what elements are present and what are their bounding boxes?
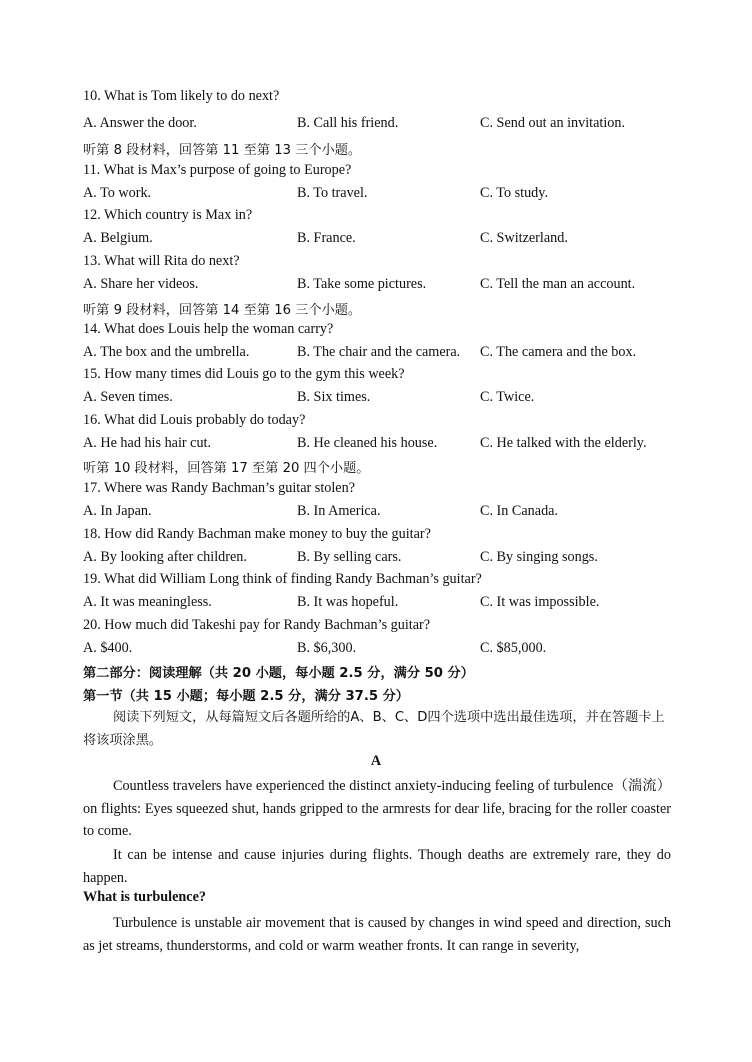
option-20-b: B. $6,300.	[297, 640, 357, 656]
options-15	[83, 389, 683, 409]
option-11-c: C. To study.	[480, 185, 548, 201]
option-12-b: B. France.	[297, 230, 356, 246]
option-19-c: C. It was impossible.	[480, 594, 600, 610]
option-17-b: B. In America.	[297, 503, 381, 519]
option-13-c: C. Tell the man an account.	[480, 276, 636, 292]
options-14	[83, 344, 683, 364]
options-10	[83, 115, 683, 135]
option-19-b: B. It was hopeful.	[297, 594, 399, 610]
question-16: 16. What did Louis probably do today?	[83, 412, 306, 428]
question-15: 15. How many times did Louis go to the gym this week?	[83, 366, 405, 382]
question-19: 19. What did William Long think of finding Randy Bachman’s guitar?	[83, 571, 482, 587]
option-17-a: A. In Japan.	[83, 503, 152, 519]
option-20-c: C. $85,000.	[480, 640, 547, 656]
option-14-c: C. The camera and the box.	[480, 344, 637, 360]
question-17: 17. Where was Randy Bachman’s guitar stolen?	[83, 480, 355, 496]
option-10-c: C. Send out an invitation.	[480, 115, 626, 131]
option-10-b: B. Call his friend.	[297, 115, 399, 131]
option-15-c: C. Twice.	[480, 389, 535, 405]
question-13: 13. What will Rita do next?	[83, 253, 240, 269]
options-12	[83, 230, 683, 250]
option-15-a: A. Seven times.	[83, 389, 173, 405]
question-18: 18. How did Randy Bachman make money to buy the guitar?	[83, 526, 431, 542]
section1-title: 第一节（共 15 小题；每小题 2.5 分，满分 37.5 分）	[83, 689, 409, 704]
option-18-b: B. By selling cars.	[297, 549, 402, 565]
options-19	[83, 594, 683, 614]
part2-title: 第二部分：阅读理解（共 20 小题，每小题 2.5 分，满分 50 分）	[83, 666, 474, 681]
option-16-b: B. He cleaned his house.	[297, 435, 438, 451]
options-18	[83, 549, 683, 569]
option-15-b: B. Six times.	[297, 389, 371, 405]
option-17-c: C. In Canada.	[480, 503, 559, 519]
options-13	[83, 276, 683, 296]
options-20	[83, 640, 683, 660]
option-11-b: B. To travel.	[297, 185, 368, 201]
option-19-a: A. It was meaningless.	[83, 594, 212, 610]
option-11-a: A. To work.	[83, 185, 152, 201]
options-11	[83, 185, 683, 205]
options-17	[83, 503, 683, 523]
option-13-a: A. Share her videos.	[83, 276, 199, 292]
option-14-b: B. The chair and the camera.	[297, 344, 461, 360]
passage-paragraph-1: Countless travelers have experienced the distinct anxiety-inducing feeling of turbulence（湍流） on flights: Eyes squeezed shut, hands gripped to the armrests for dear life, bracing for the roller coaster to come.	[83, 778, 671, 840]
question-12: 12. Which country is Max in?	[83, 207, 253, 223]
question-14: 14. What does Louis help the woman carry?	[83, 321, 334, 337]
option-10-a: A. Answer the door.	[83, 115, 197, 131]
passage-letter: A	[370, 753, 382, 769]
option-16-a: A. He had his hair cut.	[83, 435, 212, 451]
option-18-a: A. By looking after children.	[83, 549, 247, 565]
option-14-a: A. The box and the umbrella.	[83, 344, 250, 360]
option-13-b: B. Take some pictures.	[297, 276, 427, 292]
option-18-c: C. By singing songs.	[480, 549, 598, 565]
instruction-material-10: 听第 10 段材料，回答第 17 至第 20 四个小题。	[83, 461, 370, 476]
instruction-material-9: 听第 9 段材料，回答第 14 至第 16 三个小题。	[83, 303, 362, 318]
question-20: 20. How much did Takeshi pay for Randy Bachman’s guitar?	[83, 617, 431, 633]
reading-directions: 阅读下列短文，从每篇短文后各题所给的A、B、C、D四个选项中选出最佳选项，并在答题卡上将该项涂黑。	[83, 710, 665, 748]
passage-paragraph-3: Turbulence is unstable air movement that is caused by changes in wind speed and direction, such as jet streams, thunderstorms, and cold or warm weather fronts. It can range in severity,	[83, 915, 671, 954]
option-16-c: C. He talked with the elderly.	[480, 435, 647, 451]
passage-subheading: What is turbulence?	[83, 889, 206, 905]
option-20-a: A. $400.	[83, 640, 133, 656]
question-11: 11. What is Max’s purpose of going to Europe?	[83, 162, 352, 178]
question-10: 10. What is Tom likely to do next?	[83, 88, 280, 104]
option-12-c: C. Switzerland.	[480, 230, 568, 246]
options-16	[83, 435, 683, 455]
passage-paragraph-2: It can be intense and cause injuries during flights. Though deaths are extremely rare, they do happen.	[83, 847, 671, 886]
option-12-a: A. Belgium.	[83, 230, 153, 246]
instruction-material-8: 听第 8 段材料，回答第 11 至第 13 三个小题。	[83, 143, 362, 158]
